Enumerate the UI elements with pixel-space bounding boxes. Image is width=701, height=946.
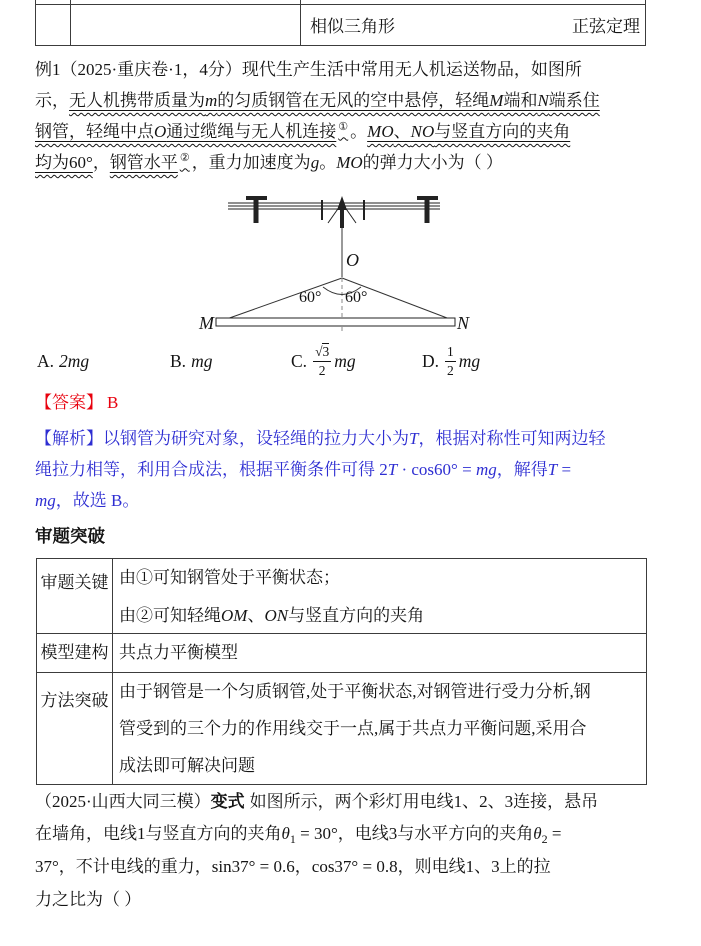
variant-line-3	[35, 854, 551, 880]
problem-line-1	[35, 57, 582, 83]
text-run: 如图所示，两个彩灯用电线1、2、3连接，悬吊	[249, 792, 599, 811]
analysis-line-3	[35, 488, 139, 514]
text-run: 。	[319, 153, 337, 172]
table-vline	[70, 0, 71, 46]
analysis-tag: 【解析】	[35, 429, 103, 448]
point-O-label: O	[346, 250, 359, 270]
underlined-phrase	[110, 153, 178, 172]
row1-content-line1: 由①可知钢管处于平衡状态；	[119, 568, 340, 587]
point-M-label: M	[199, 313, 214, 333]
underlined-phrase-inner	[35, 153, 93, 172]
table-vline	[645, 0, 646, 46]
row2-label: 模型建构	[40, 643, 109, 662]
variant-line-1	[35, 789, 598, 815]
row1-label: 审题关键	[40, 573, 109, 592]
option-a	[37, 338, 89, 384]
row2-label-cell	[37, 634, 113, 673]
math-var-MO: MO	[367, 122, 394, 141]
label-similar-triangles: 相似三角形	[310, 17, 395, 36]
point-N-label: N	[457, 313, 470, 333]
text-run: 例1（2025·重庆卷·1，4分）现代生产生活中常用无人机运送物品，如图所	[35, 60, 582, 79]
sqrt-sign: √	[315, 343, 323, 359]
analysis-line-2	[35, 457, 571, 483]
text-run: 、	[393, 122, 411, 141]
option-d-label: D.	[422, 350, 440, 371]
row1-label-cell	[37, 559, 113, 634]
text-run: =	[557, 460, 572, 479]
drone-pipe-figure	[195, 190, 505, 340]
steel-pipe	[216, 318, 455, 326]
text-run: 示，	[35, 91, 69, 110]
circled-number-2: ②	[179, 152, 190, 165]
math-var-M: M	[489, 91, 504, 110]
math-var-NO: NO	[410, 122, 435, 141]
text-run: =	[547, 824, 562, 843]
problem-line-4	[35, 150, 503, 176]
math-var-T: T	[387, 460, 398, 479]
underlined-phrase	[35, 122, 336, 141]
row3-content-line1: 由于钢管是一个匀质钢管,处于平衡状态,对钢管进行受力分析,钢	[119, 682, 591, 701]
circled-number-1: ①	[338, 121, 349, 134]
text-run: 钢管水平	[109, 153, 178, 172]
text-run: ，	[92, 153, 110, 172]
variant-tag: 变式	[210, 792, 245, 811]
option-c	[291, 338, 356, 384]
option-b	[170, 338, 212, 384]
math-var-O: O	[154, 122, 167, 141]
underlined-phrase	[367, 122, 570, 141]
table-vline	[35, 0, 36, 46]
math-var-N: N	[537, 91, 549, 110]
angle-right-label: 60°	[345, 289, 368, 306]
fraction-numerator	[313, 344, 331, 362]
underlined-phrase-inner	[367, 122, 570, 141]
row3-label-cell	[37, 673, 113, 784]
text-run: ，解得	[496, 460, 548, 479]
option-d-suffix: mg	[458, 350, 481, 371]
underlined-phrase	[69, 91, 600, 110]
math-var-mg: mg	[475, 460, 497, 479]
row3-content-cell	[113, 673, 646, 784]
text-run: 与竖直方向的夹角	[288, 606, 425, 625]
row2-content: 共点力平衡模型	[119, 643, 238, 662]
text-run: 。	[350, 122, 368, 141]
subscript-1: 1	[289, 832, 296, 846]
text-run: 端和	[503, 91, 538, 110]
text-run: · cos60° =	[397, 460, 476, 479]
math-var-T: T	[409, 429, 419, 448]
row2-content-cell	[113, 634, 646, 673]
options-row	[35, 338, 665, 384]
text-run: = 30°，电线3与水平方向的夹角	[295, 824, 534, 843]
text-run: （2025·山西大同三模）	[35, 792, 211, 811]
math-var-MO: MO	[336, 153, 363, 172]
math-var-ON: ON	[264, 606, 289, 625]
text-run: 均为60°	[35, 153, 93, 172]
option-d	[422, 338, 480, 384]
text-run: ，故选 B。	[55, 491, 140, 510]
row3-content-line2: 管受到的三个力的作用线交于一点,属于共点力平衡问题,采用合	[119, 719, 587, 738]
angle-left-label: 60°	[299, 289, 322, 306]
row3-label: 方法突破	[40, 691, 109, 710]
underlined-phrase-inner	[35, 122, 336, 141]
variant-line-2	[35, 821, 561, 847]
problem-line-3	[35, 119, 570, 145]
answer-value: B	[107, 393, 119, 412]
underlined-phrase	[35, 153, 93, 172]
underlined-phrase-inner	[110, 153, 178, 172]
text-run: 无人机携带质量为	[69, 91, 205, 110]
text-run: 的匀质钢管在无风的空中悬停，轻绳	[217, 91, 490, 110]
option-c-label: C.	[291, 350, 308, 371]
text-run: 绳拉力相等，利用合成法，根据平衡条件可得 2	[35, 460, 388, 479]
fraction	[313, 344, 331, 378]
fraction-denominator: 2	[447, 362, 454, 378]
text-run: ，重力加速度为	[191, 153, 311, 172]
math-var-g: g	[310, 153, 320, 172]
knowledge-table-fragment	[35, 0, 646, 46]
text-run: 37°，不计电线的重力，sin37° = 0.6，cos37° = 0.8，则电线1、3上的拉	[35, 857, 551, 876]
text-run: 通过缆绳与无人机连接	[166, 122, 337, 141]
cable-and-ropes	[221, 228, 455, 332]
problem-line-2	[35, 88, 600, 114]
table-bottom-border	[35, 45, 646, 46]
answer-tag: 【答案】	[35, 393, 103, 412]
label-sine-rule: 正弦定理	[572, 17, 640, 36]
heading-text: 审题突破	[35, 526, 105, 546]
knowledge-table-cell	[300, 4, 645, 45]
option-b-value: mg	[191, 350, 213, 371]
text-run: 以钢管为研究对象，设轻绳的拉力大小为	[103, 429, 409, 448]
math-var-T: T	[547, 460, 558, 479]
option-c-suffix: mg	[334, 350, 356, 371]
text-run: 在墙角，电线1与竖直方向的夹角	[35, 824, 282, 843]
math-var-m: m	[205, 91, 218, 110]
answer-line	[35, 390, 118, 416]
option-a-value: 2mg	[59, 350, 90, 371]
breakthrough-heading	[35, 523, 105, 549]
fraction-denominator: 2	[318, 362, 326, 378]
math-var-OM: OM	[221, 606, 248, 625]
drone-body	[228, 198, 440, 228]
text-run: 端系住	[548, 91, 600, 110]
analysis-line-1	[35, 426, 605, 452]
math-var-theta1: θ	[281, 824, 290, 843]
math-var-mg: mg	[35, 491, 56, 510]
text-run: 与竖直方向的夹角	[434, 122, 571, 141]
fraction-numerator: 1	[445, 344, 456, 362]
text-run: ，根据对称性可知两边轻	[418, 429, 606, 448]
row1-content-line2	[119, 597, 646, 635]
radicand: 3	[322, 343, 330, 359]
text-run: 、	[247, 606, 265, 625]
option-a-label: A.	[37, 350, 55, 371]
row3-content-line3: 成法即可解决问题	[119, 756, 255, 775]
text-run: 的弹力大小为（ ）	[362, 153, 503, 172]
variant-line-4	[35, 887, 141, 913]
text-run: 由②可知轻绳	[119, 606, 221, 625]
option-b-label: B.	[170, 350, 187, 371]
underlined-phrase-inner	[69, 91, 600, 110]
math-var-theta2: θ	[533, 824, 542, 843]
row1-content-cell	[113, 559, 646, 634]
breakthrough-table	[36, 558, 647, 785]
text-run: 力之比为（ ）	[35, 890, 142, 909]
text-run: 钢管，轻绳中点	[35, 122, 154, 141]
subscript-2: 2	[541, 832, 548, 846]
fraction	[445, 344, 456, 378]
